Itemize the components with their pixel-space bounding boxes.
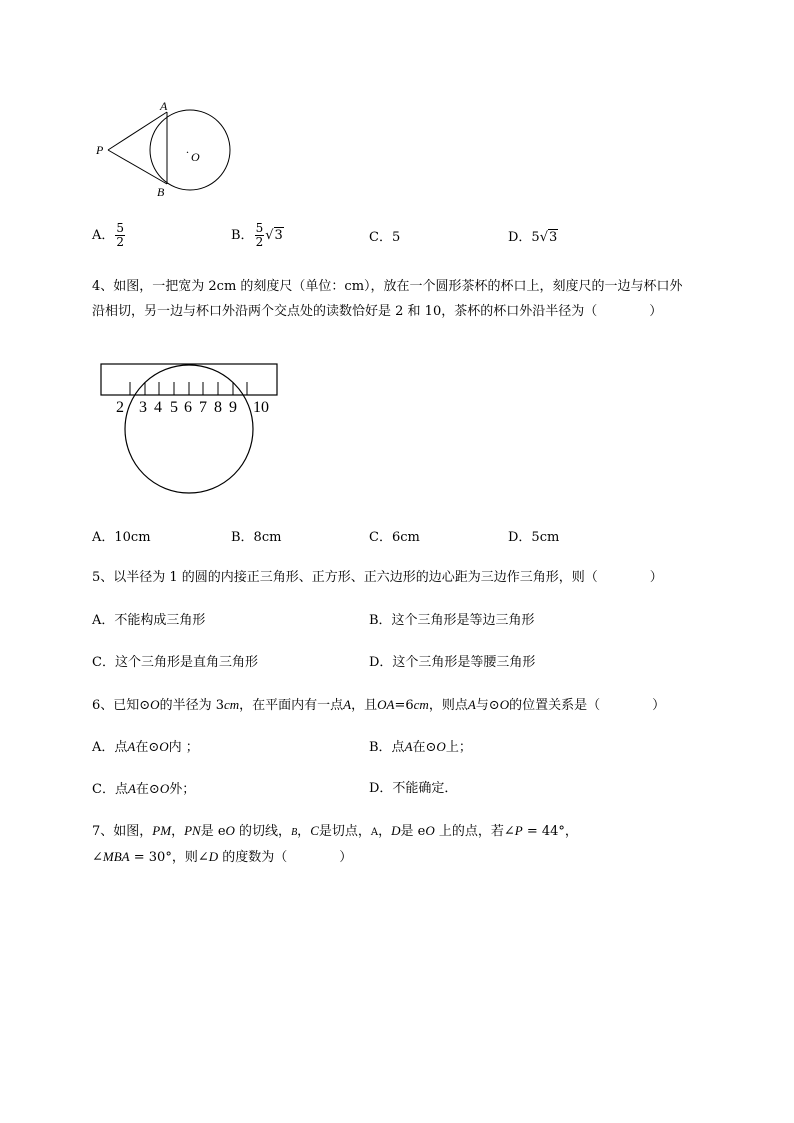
tick-label: 9 [229,399,237,416]
q5-option-b: B．这个三角形是等边三角形 [369,613,535,628]
label-a: A [160,99,168,113]
tick-label: 2 [116,399,124,416]
ruler-tick-marks [130,382,247,395]
q7-stem-line1: 7、如图，PM，PN是 eO 的切线，B，C是切点，A，D是 eO 上的点，若∠P = 44°， [92,823,578,839]
q5-option-c: C．这个三角形是直角三角形 [92,655,258,670]
q4-option-b: B．8cm [231,530,282,545]
q5-stem: 5、以半径为 1 的圆的内接正三角形、正方形、正六边形的边心距为三边作三角形，则（ ） [92,570,663,585]
q3-option-d: D．5√3 [508,230,558,245]
tangent-pa [108,112,167,150]
label-b: B [157,185,165,199]
option-a-prefix: A． [92,228,115,243]
tick-label: 6 [184,399,192,416]
q3-option-c: C．5 [369,230,401,245]
label-p: P [96,143,104,157]
q3-option-b [231,222,284,249]
circle-o [150,110,230,190]
tick-label: 4 [154,399,162,416]
q4-option-d: D．5cm [508,530,560,545]
q5-option-d: D．这个三角形是等腰三角形 [369,655,536,670]
tick-label: 8 [214,399,222,416]
q5-option-a: A．不能构成三角形 [92,613,206,628]
figure-q3-tangents [90,98,240,200]
fraction-5-2: $\frac{5}{2}$ [255,221,264,249]
tick-label: 5 [170,399,178,416]
center-dot: . [186,142,189,156]
q3-option-a [92,222,126,249]
q6-option-b: B．点A在⊙O上； [369,739,472,755]
q4-stem-line1: 4、如图，一把宽为 2cm 的刻度尺（单位：cm），放在一个圆形茶杯的杯口上，刻度尺的一边与杯口外 [92,279,683,294]
sqrt-3: √3 [265,228,283,243]
sqrt-3: √3 [539,230,558,245]
tick-label: 10 [253,399,269,416]
label-o: O [191,150,200,164]
q6-option-c: C．点A在⊙O外； [92,781,196,797]
tick-label: 3 [139,399,147,416]
ruler-tick-labels [116,399,269,416]
q6-stem: 6、已知⊙O的半径为 3cm，在平面内有一点A，且OA=6cm，则点A与⊙O的位置关系是（ ） [92,697,666,713]
option-b-prefix: B． [231,228,254,243]
q6-option-a: A．点A在⊙O内 ； [92,739,199,755]
q7-stem-line2: ∠MBA = 30°，则∠D 的度数为（ ） [92,849,353,865]
q4-option-c: C．6cm [369,530,420,545]
figure-q4-ruler-cup [95,356,285,498]
fraction-5-2: $\frac{5}{2}$ [116,221,125,249]
q4-option-a: A．10cm [92,530,151,545]
tick-label: 7 [199,399,207,416]
q4-stem-line2: 沿相切，另一边与杯口外沿两个交点处的读数恰好是 2 和 10，茶杯的杯口外沿半径为（ ） [92,304,663,319]
q6-option-d: D．不能确定． [369,781,458,796]
tangent-pb [108,150,167,184]
